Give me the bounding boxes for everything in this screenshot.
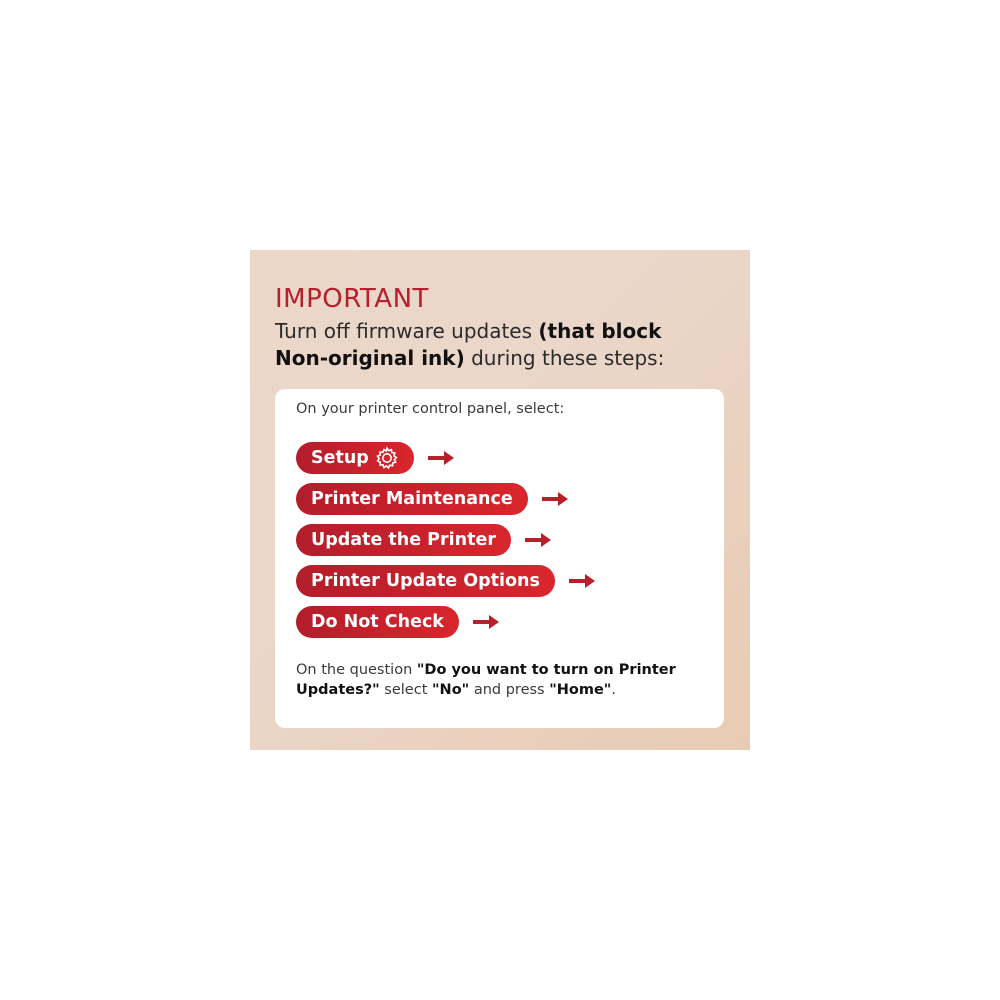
do-not-check-pill: Do Not Check xyxy=(296,606,459,638)
note-period: . xyxy=(611,682,616,698)
step-do-not-check xyxy=(296,606,595,638)
intro-text xyxy=(275,318,735,372)
note-question: "Do you want to turn on Printer Updates?" xyxy=(296,662,676,698)
final-note xyxy=(296,660,706,700)
setup-label: Setup xyxy=(311,448,369,468)
note-part1: On the question xyxy=(296,662,417,678)
intro-line1-bold: (that block xyxy=(538,319,662,343)
intro-line1-plain: Turn off firmware updates xyxy=(275,319,539,343)
gear-icon xyxy=(375,446,399,470)
step-update-the-printer xyxy=(296,524,595,556)
step-printer-update-options xyxy=(296,565,595,597)
arrow-icon xyxy=(569,574,595,588)
arrow-icon xyxy=(473,615,499,629)
card-lead-text: On your printer control panel, select: xyxy=(296,401,565,417)
arrow-icon xyxy=(525,533,551,547)
intro-line2-bold: Non-original ink) xyxy=(275,346,465,370)
note-home: "Home" xyxy=(549,682,612,698)
instruction-card xyxy=(275,389,724,728)
important-heading: IMPORTANT xyxy=(275,284,429,314)
step-setup xyxy=(296,442,595,474)
note-no: "No" xyxy=(432,682,470,698)
arrow-icon xyxy=(428,451,454,465)
note-part5: and press xyxy=(469,682,550,698)
step-printer-maintenance xyxy=(296,483,595,515)
arrow-icon xyxy=(542,492,568,506)
info-panel xyxy=(250,250,750,750)
printer-update-options-pill: Printer Update Options xyxy=(296,565,555,597)
update-the-printer-pill: Update the Printer xyxy=(296,524,511,556)
printer-maintenance-pill: Printer Maintenance xyxy=(296,483,528,515)
steps-list xyxy=(296,442,595,647)
setup-pill xyxy=(296,442,414,474)
intro-line2-plain: during these steps: xyxy=(464,346,665,370)
note-part3: select xyxy=(379,682,432,698)
